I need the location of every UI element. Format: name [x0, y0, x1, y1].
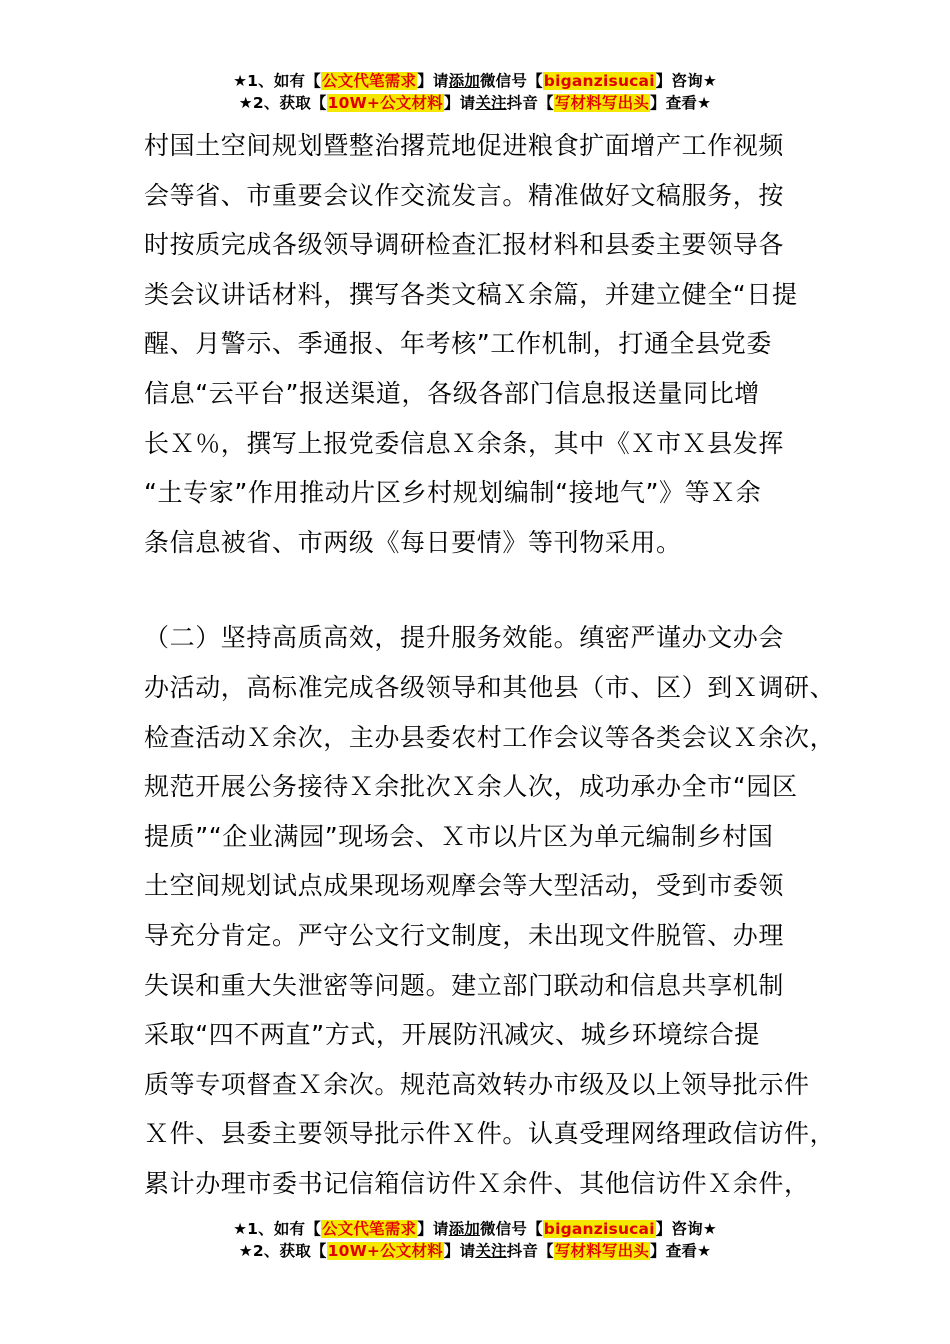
highlight-douyin: 写材料写出头 — [554, 94, 650, 112]
highlight-douyin: 写材料写出头 — [554, 1242, 650, 1260]
highlight-wechat-id: biganzisucai — [543, 72, 655, 90]
highlight-wechat-id: biganzisucai — [543, 1220, 655, 1238]
text-line: 长Ｘ％，撰写上报党委信息Ｘ余条，其中《Ｘ市Ｘ县发挥 — [144, 428, 785, 458]
text-line: 采取“四不两直”方式，开展防汛减灾、城乡环境综合提 — [144, 1020, 760, 1050]
text-line: 累计办理市委书记信箱信访件Ｘ余件、其他信访件Ｘ余件， — [144, 1168, 810, 1198]
paragraph-1 — [144, 121, 834, 567]
highlight-materials: 10W+公文材料 — [327, 1242, 443, 1260]
text-line: 时按质完成各级领导调研检查汇报材料和县委主要领导各 — [144, 230, 785, 260]
text-line: 土空间规划试点成果现场观摩会等大型活动，受到市委领 — [144, 871, 785, 901]
text-line: 提质”“企业满园”现场会、Ｘ市以片区为单元编制乡村国 — [144, 821, 774, 851]
banner-line-2: ★2、获取【10W+公文材料】请关注抖音【写材料写出头】查看★ — [238, 1242, 712, 1260]
text-line: 办活动，高标准完成各级领导和其他县（市、区）到Ｘ调研、 — [144, 672, 836, 702]
banner-line-2: ★2、获取【10W+公文材料】请关注抖音【写材料写出头】查看★ — [238, 94, 712, 112]
header-banner — [0, 70, 950, 114]
paragraph-2 — [144, 613, 834, 1208]
paragraph-gap — [144, 567, 834, 613]
text-line: 失误和重大失泄密等问题。建立部门联动和信息共享机制 — [144, 970, 785, 1000]
text-line: 类会议讲话材料，撰写各类文稿Ｘ余篇，并建立健全“日提 — [144, 279, 798, 309]
document-body — [144, 121, 834, 1208]
text-line: 检查活动Ｘ余次，主办县委农村工作会议等各类会议Ｘ余次， — [144, 722, 836, 752]
text-line: “土专家”作用推动片区乡村规划编制“接地气”》等Ｘ余 — [144, 478, 762, 508]
footer-banner — [0, 1218, 950, 1262]
text-line: 会等省、市重要会议作交流发言。精准做好文稿服务，按 — [144, 180, 785, 210]
text-line: 醒、月警示、季通报、年考核”工作机制，打通全县党委 — [144, 329, 772, 359]
text-line: （二）坚持高质高效，提升服务效能。缜密严谨办文办会 — [144, 623, 785, 653]
highlight-service: 公文代笔需求 — [321, 72, 417, 90]
banner-line-1: ★1、如有【公文代笔需求】请添加微信号【biganzisucai】咨询★ — [233, 1220, 717, 1238]
text-line: 信息“云平台”报送渠道，各级各部门信息报送量同比增 — [144, 378, 760, 408]
text-line: 村国土空间规划暨整治撂荒地促进粮食扩面增产工作视频 — [144, 131, 785, 160]
text-line: 导充分肯定。严守公文行文制度，未出现文件脱管、办理 — [144, 920, 785, 950]
highlight-materials: 10W+公文材料 — [327, 94, 443, 112]
banner-line-1: ★1、如有【公文代笔需求】请添加微信号【biganzisucai】咨询★ — [233, 72, 717, 90]
text-line: Ｘ件、县委主要领导批示件Ｘ件。认真受理网络理政信访件， — [144, 1119, 836, 1149]
text-line: 条信息被省、市两级《每日要情》等刊物采用。 — [144, 527, 682, 557]
highlight-service: 公文代笔需求 — [321, 1220, 417, 1238]
text-line: 质等专项督查Ｘ余次。规范高效转办市级及以上领导批示件 — [144, 1069, 810, 1099]
text-line: 规范开展公务接待Ｘ余批次Ｘ余人次，成功承办全市“园区 — [144, 772, 798, 802]
